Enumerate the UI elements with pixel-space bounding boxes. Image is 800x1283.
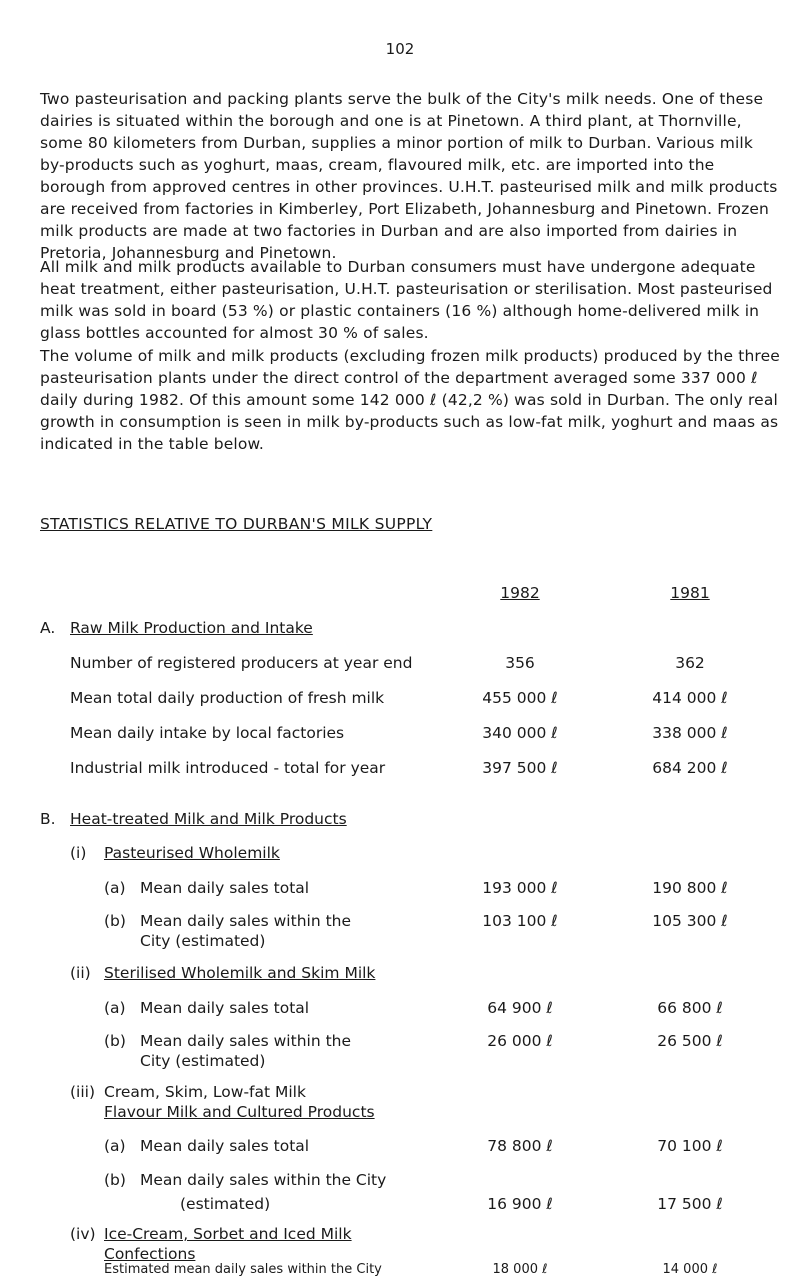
item-label: Mean daily sales within the [140, 912, 352, 930]
row-value-1982: 455 000 ℓ [482, 689, 558, 707]
subsection-heading-continued: Confections [104, 1245, 196, 1263]
item-label: Mean daily sales total [140, 1137, 310, 1155]
subsection-number: (ii) [70, 964, 91, 982]
subsection-heading-continued: Flavour Milk and Cultured Products [104, 1103, 375, 1121]
section-b-letter: B. [40, 810, 56, 828]
row-value-1981: 362 [675, 654, 705, 672]
row-value-1981: 14 000 ℓ [662, 1262, 718, 1277]
subsection-number: (iv) [70, 1225, 96, 1243]
paragraph-dairy-plants: Two pasteurisation and packing plants serve the bulk of the City's milk needs. One of these dairies is situated within the borough and one is at Pinetown. A third plant, at Thornville, some 80 kilometers from Durban, supplies a minor portion of milk to Durban. Various milk by-products such as yoghurt, maas, cream, flavoured milk, etc. are imported into the borough from approved centres in other provinces. U.H.T. pasteurised milk and milk products are received from factories in Kimberley, Port Elizabeth, Johannesburg and Pinetown. Frozen milk products are made at two factories in Durban and are also imported from dairies in Pretoria, Johannesburg and Pinetown. [40, 90, 778, 262]
row-value-1981: 17 500 ℓ [657, 1195, 723, 1213]
row-label: Mean daily intake by local factories [70, 724, 345, 742]
subsection-number: (iii) [70, 1083, 96, 1101]
section-a-letter: A. [40, 619, 56, 637]
item-letter: (b) [104, 1171, 126, 1189]
section-b-heading: Heat-treated Milk and Milk Products [70, 810, 347, 828]
row-value-1981: 26 500 ℓ [657, 1032, 723, 1050]
item-label: Mean daily sales within the [140, 1032, 352, 1050]
item-letter: (b) [104, 1032, 126, 1050]
item-letter: (a) [104, 1137, 126, 1155]
item-letter: (a) [104, 999, 126, 1017]
row-value-1981: 190 800 ℓ [652, 879, 728, 897]
row-value-1982: 193 000 ℓ [482, 879, 558, 897]
item-label-continued: City (estimated) [140, 932, 266, 950]
row-value-1981: 66 800 ℓ [657, 999, 723, 1017]
item-label: Mean daily sales within the City [140, 1171, 387, 1189]
row-value-1981: 684 200 ℓ [652, 759, 728, 777]
item-label: Mean daily sales total [140, 999, 310, 1017]
row-value-1982: 356 [505, 654, 535, 672]
row-value-1982: 26 000 ℓ [487, 1032, 553, 1050]
row-label: Industrial milk introduced - total for year [70, 759, 386, 777]
row-value-1982: 397 500 ℓ [482, 759, 558, 777]
table-title: STATISTICS RELATIVE TO DURBAN'S MILK SUPPLY [40, 515, 433, 533]
item-letter: (b) [104, 912, 126, 930]
row-value-1981: 338 000 ℓ [652, 724, 728, 742]
item-letter: (a) [104, 879, 126, 897]
row-value-1982: 340 000 ℓ [482, 724, 558, 742]
page-number: 102 [385, 40, 415, 58]
paragraph-volume: The volume of milk and milk products (excluding frozen milk products) produced by the three pasteurisation plants under the direct control of the department averaged some 337 000 ℓ daily during 1982. Of this amount some 142 000 ℓ (42,2 %) was sold in Durban. The only real growth in consumption is seen in milk by-products such as low-fat milk, yoghurt and maas as indicated in the table below. [40, 347, 780, 453]
row-value-1981: 70 100 ℓ [657, 1137, 723, 1155]
item-label-continued: City (estimated) [140, 1052, 266, 1070]
row-value-1981: 414 000 ℓ [652, 689, 728, 707]
row-value-1982: 18 000 ℓ [492, 1262, 548, 1277]
item-label: Estimated mean daily sales within the City [104, 1262, 382, 1277]
item-label-continued: (estimated) [180, 1195, 271, 1213]
row-label: Mean total daily production of fresh milk [70, 689, 385, 707]
row-value-1981: 105 300 ℓ [652, 912, 728, 930]
subsection-heading: Pasteurised Wholemilk [104, 844, 280, 862]
subsection-heading: Sterilised Wholemilk and Skim Milk [104, 964, 376, 982]
subsection-number: (i) [70, 844, 87, 862]
row-value-1982: 64 900 ℓ [487, 999, 553, 1017]
row-label: Number of registered producers at year end [70, 654, 413, 672]
subsection-heading: Ice-Cream, Sorbet and Iced Milk [104, 1225, 352, 1243]
row-value-1982: 78 800 ℓ [487, 1137, 553, 1155]
paragraph-heat-treatment: All milk and milk products available to Durban consumers must have undergone adequate heat treatment, either pasteurisation, U.H.T. pasteurisation or sterilisation. Most pasteurised milk was sold in board (53 %) or plastic containers (16 %) although home-delivered milk in glass bottles accounted for almost 30 % of sales. [40, 258, 773, 342]
section-a-heading: Raw Milk Production and Intake [70, 619, 313, 637]
subsection-heading: Cream, Skim, Low-fat Milk [104, 1083, 306, 1101]
year-heading-1981: 1981 [670, 584, 710, 602]
item-label: Mean daily sales total [140, 879, 310, 897]
row-value-1982: 103 100 ℓ [482, 912, 558, 930]
year-heading-1982: 1982 [500, 584, 540, 602]
row-value-1982: 16 900 ℓ [487, 1195, 553, 1213]
